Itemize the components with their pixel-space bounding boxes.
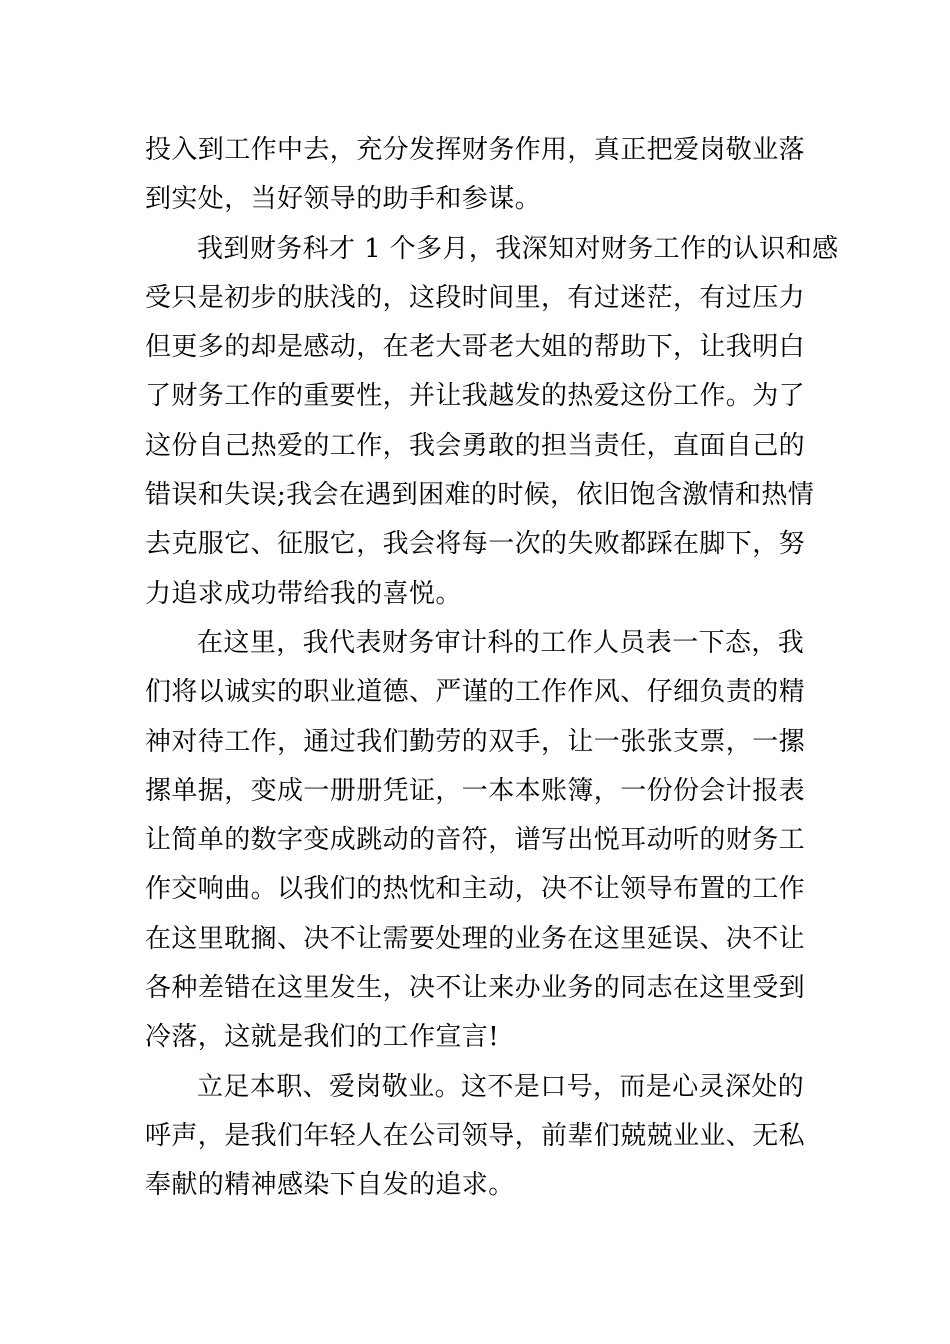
text-line: 在这里耽搁、决不让需要处理的业务在这里延误、决不让 <box>145 923 806 954</box>
text-line: 们将以诚实的职业道德、严谨的工作作风、仔细负责的精 <box>145 677 806 708</box>
text-line: 奉献的精神感染下自发的追求。 <box>145 1170 515 1201</box>
text-line: 各种差错在这里发生，决不让来办业务的同志在这里受到 <box>145 973 806 1004</box>
text-line: 让简单的数字变成跳动的音符，谱写出悦耳动听的财务工 <box>145 825 806 856</box>
text-line: 但更多的却是感动，在老大哥老大姐的帮助下，让我明白 <box>145 332 806 363</box>
text-line: 投入到工作中去，充分发挥财务作用，真正把爱岗敬业落 <box>145 135 806 165</box>
text-line: 神对待工作，通过我们勤劳的双手，让一张张支票，一摞 <box>145 726 806 757</box>
text-line: 冷落，这就是我们的工作宣言! <box>145 1022 500 1053</box>
text-line: 力追求成功带给我的喜悦。 <box>145 578 462 609</box>
body-text <box>145 126 839 1211</box>
text-line: 作交响曲。以我们的热忱和主动，决不让领导布置的工作 <box>145 874 806 905</box>
text-line: 错误和失误;我会在遇到困难的时候，依旧饱含激情和热情 <box>145 480 815 511</box>
text-line: 摞单据，变成一册册凭证，一本本账簿，一份份会计报表 <box>145 775 806 806</box>
text-line: 在这里，我代表财务审计科的工作人员表一下态，我 <box>197 627 805 658</box>
text-line: 到实处，当好领导的助手和参谋。 <box>145 184 542 215</box>
text-line: 这份自己热爱的工作，我会勇敢的担当责任，直面自己的 <box>145 430 806 461</box>
text-line: 了财务工作的重要性，并让我越发的热爱这份工作。为了 <box>145 381 806 412</box>
text-line: 立足本职、爱岗敬业。这不是口号，而是心灵深处的 <box>197 1071 805 1102</box>
text-line: 呼声，是我们年轻人在公司领导，前辈们兢兢业业、无私 <box>145 1120 806 1151</box>
text-line: 去克服它、征服它，我会将每一次的失败都踩在脚下，努 <box>145 529 806 560</box>
text-line: 我到财务科才 1 个多月，我深知对财务工作的认识和感 <box>197 233 839 264</box>
text-line: 受只是初步的肤浅的，这段时间里，有过迷茫，有过压力 <box>145 282 806 313</box>
